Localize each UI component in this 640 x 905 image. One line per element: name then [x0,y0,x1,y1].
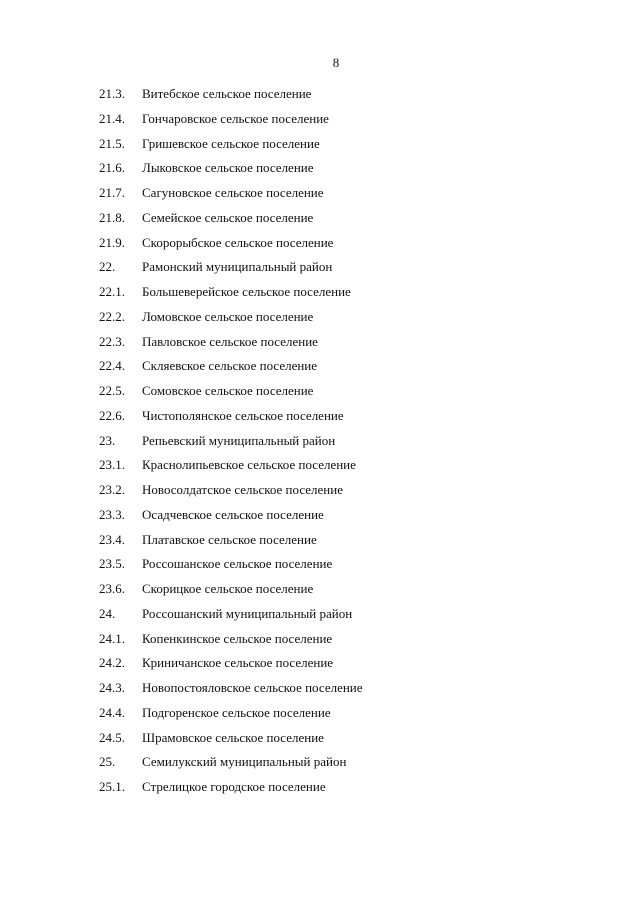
list-item [0,555,640,580]
item-number: 24.4. [99,704,125,720]
list-item [0,605,640,630]
settlement-list [0,85,640,803]
item-number: 23. [99,432,116,448]
item-number: 23.5. [99,556,125,572]
item-name: Витебское сельское поселение [142,86,312,101]
item-number: 22.1. [99,284,125,299]
item-number: 23.3. [99,506,125,522]
list-item [0,630,640,655]
item-name: Лыковское сельское поселение [142,160,314,176]
item-number: 24.1. [99,630,125,646]
list-item [0,85,640,110]
item-name: Скляевское сельское поселение [142,358,318,374]
item-name: Сагуновское сельское поселение [142,185,324,200]
item-name: Россошанское сельское поселение [142,556,333,572]
item-name: Большеверейское сельское поселение [142,284,351,299]
item-number: 24.2. [99,655,125,671]
item-number: 22. [99,259,116,275]
item-name: Криничанское сельское поселение [142,655,334,671]
item-number: 22.5. [99,383,125,398]
item-number: 25.1. [99,779,125,794]
item-name: Новосолдатское сельское поселение [142,482,343,497]
item-name: Новопостояловское сельское поселение [142,680,363,695]
list-item [0,704,640,729]
list-item [0,258,640,283]
item-name: Платавское сельское поселение [142,531,317,547]
list-item [0,407,640,432]
item-number: 22.6. [99,407,125,423]
item-number: 24.3. [99,680,125,695]
item-name: Семейское сельское поселение [142,209,314,225]
item-name: Подгоренское сельское поселение [142,704,331,720]
item-number: 23.6. [99,581,125,596]
item-number: 21.7. [99,185,125,200]
item-name: Скорорыбское сельское поселение [142,234,334,250]
item-number: 21.4. [99,110,125,126]
list-item [0,382,640,407]
item-number: 24.5. [99,729,125,745]
item-number: 22.4. [99,358,125,374]
item-number: 21.8. [99,209,125,225]
list-item [0,357,640,382]
item-name: Копенкинское сельское поселение [142,630,333,646]
item-number: 21.5. [99,135,125,151]
list-item [0,580,640,605]
item-name: Чистополянское сельское поселение [142,407,344,423]
item-name: Краснолипьевское сельское поселение [142,457,356,473]
item-number: 25. [99,754,116,770]
list-item [0,679,640,704]
list-item [0,753,640,778]
list-item [0,159,640,184]
list-item [0,135,640,160]
item-number: 24. [99,605,116,621]
item-number: 21.6. [99,160,125,176]
item-number: 21.3. [99,86,125,101]
item-number: 23.4. [99,531,125,547]
item-name: Рамонский муниципальный район [142,259,333,275]
list-item [0,308,640,333]
list-item [0,506,640,531]
list-item [0,110,640,135]
list-item [0,456,640,481]
item-name: Гришевское сельское поселение [142,135,320,151]
item-name: Шрамовское сельское поселение [142,729,324,745]
item-name: Сомовское сельское поселение [142,383,314,398]
list-item [0,481,640,506]
list-item [0,432,640,457]
list-item [0,234,640,259]
list-item [0,184,640,209]
list-item [0,778,640,803]
item-number: 22.3. [99,333,125,349]
item-number: 21.9. [99,234,125,250]
list-item [0,654,640,679]
list-item [0,209,640,234]
list-item [0,729,640,754]
item-name: Репьевский муниципальный район [142,432,336,448]
item-name: Ломовское сельское поселение [142,308,314,324]
item-name: Стрелицкое городское поселение [142,779,326,794]
item-name: Павловское сельское поселение [142,333,318,349]
list-item [0,531,640,556]
item-number: 23.1. [99,457,125,473]
item-name: Осадчевское сельское поселение [142,506,324,522]
item-number: 23.2. [99,482,125,497]
list-item [0,283,640,308]
item-name: Гончаровское сельское поселение [142,110,329,126]
item-name: Россошанский муниципальный район [142,605,353,621]
page-number: 8 [332,55,340,70]
item-name: Скорицкое сельское поселение [142,581,314,596]
item-name: Семилукский муниципальный район [142,754,347,770]
item-number: 22.2. [99,308,125,324]
list-item [0,333,640,358]
